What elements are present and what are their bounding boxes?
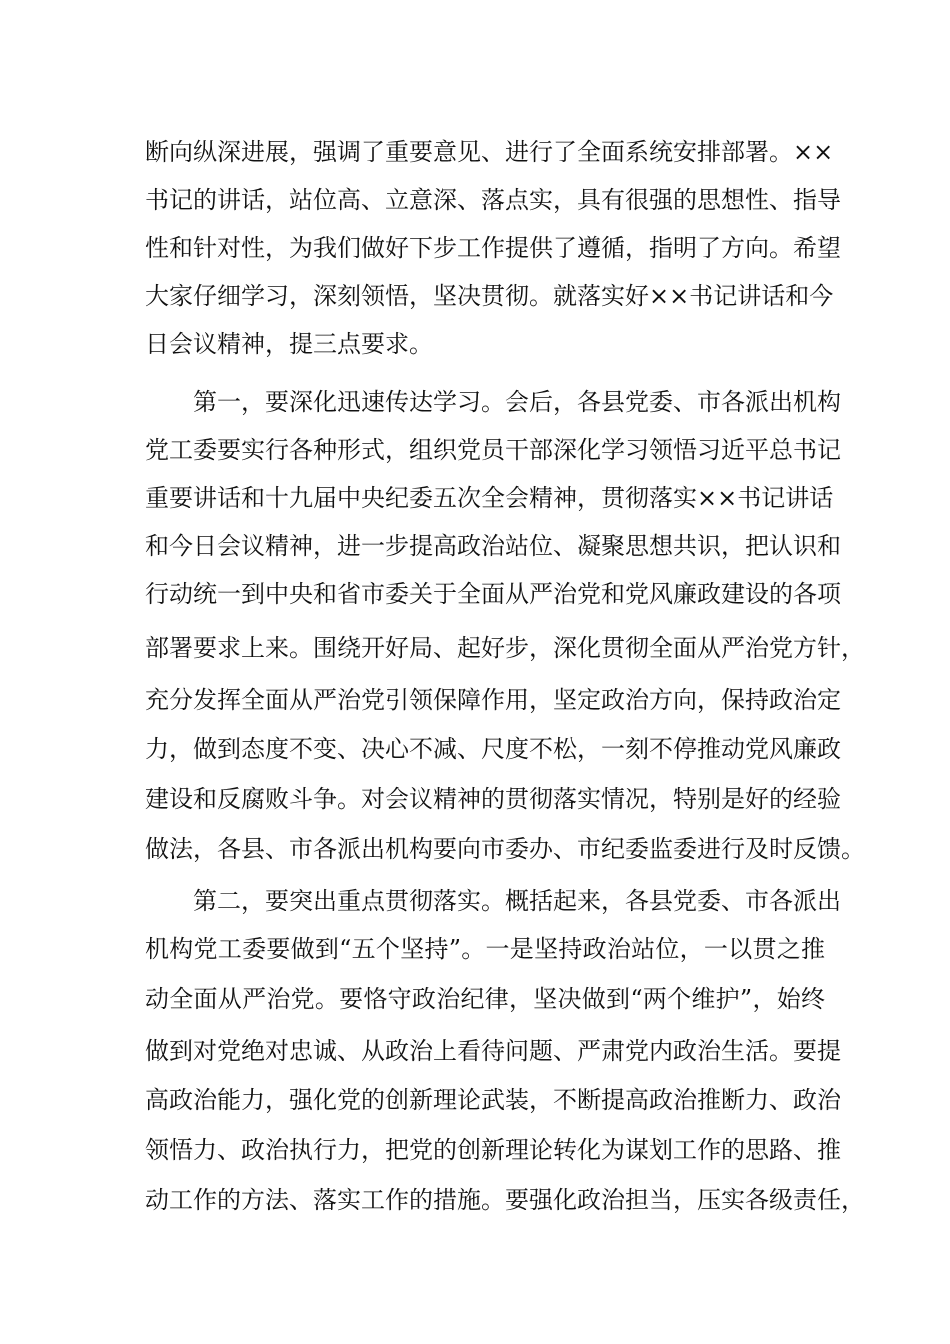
text-line: 动工作的方法、落实工作的措施。要强化政治担当，压实各级责任， [145, 1186, 865, 1214]
text-line: 书记的讲话，站位高、立意深、落点实，具有很强的思想性、指导 [145, 186, 841, 214]
text-line: 力，做到态度不变、决心不减、尺度不松，一刻不停推动党风廉政 [145, 735, 841, 763]
text-line: 日会议精神，提三点要求。 [145, 330, 433, 358]
text-line: 断向纵深进展，强调了重要意见、进行了全面系统安排部署。×× [145, 138, 834, 166]
text-line: 建设和反腐败斗争。对会议精神的贯彻落实情况，特别是好的经验 [145, 785, 841, 813]
text-line: 领悟力、政治执行力，把党的创新理论转化为谋划工作的思路、推 [145, 1136, 841, 1164]
text-line: 充分发挥全面从严治党引领保障作用，坚定政治方向，保持政治定 [145, 686, 841, 714]
text-line: 党工委要实行各种形式，组织党员干部深化学习领悟习近平总书记 [145, 436, 841, 464]
text-line: 重要讲话和十九届中央纪委五次全会精神，贯彻落实××书记讲话 [145, 484, 834, 512]
text-line: 部署要求上来。围绕开好局、起好步，深化贯彻全面从严治党方针， [145, 634, 865, 662]
text-line: 动全面从严治党。要恪守政治纪律，坚决做到“两个维护”，始终 [145, 985, 825, 1013]
text-line: 做法，各县、市各派出机构要向市委办、市纪委监委进行及时反馈。 [145, 835, 865, 863]
text-line: 高政治能力，强化党的创新理论武装，不断提高政治推断力、政治 [145, 1086, 841, 1114]
text-line: 和今日会议精神，进一步提高政治站位、凝聚思想共识，把认识和 [145, 532, 841, 560]
text-line: 性和针对性，为我们做好下步工作提供了遵循，指明了方向。希望 [145, 234, 841, 262]
text-line: 做到对党绝对忠诚、从政治上看待问题、严肃党内政治生活。要提 [145, 1037, 841, 1065]
paragraph-first-line: 第二，要突出重点贯彻落实。概括起来，各县党委、市各派出 [193, 887, 841, 915]
text-line: 机构党工委要做到“五个坚持”。一是坚持政治站位，一以贯之推 [145, 935, 825, 963]
text-line: 行动统一到中央和省市委关于全面从严治党和党风廉政建设的各项 [145, 580, 841, 608]
paragraph-first-line: 第一，要深化迅速传达学习。会后，各县党委、市各派出机构 [193, 388, 841, 416]
text-line: 大家仔细学习，深刻领悟，坚决贯彻。就落实好××书记讲话和今 [145, 282, 834, 310]
